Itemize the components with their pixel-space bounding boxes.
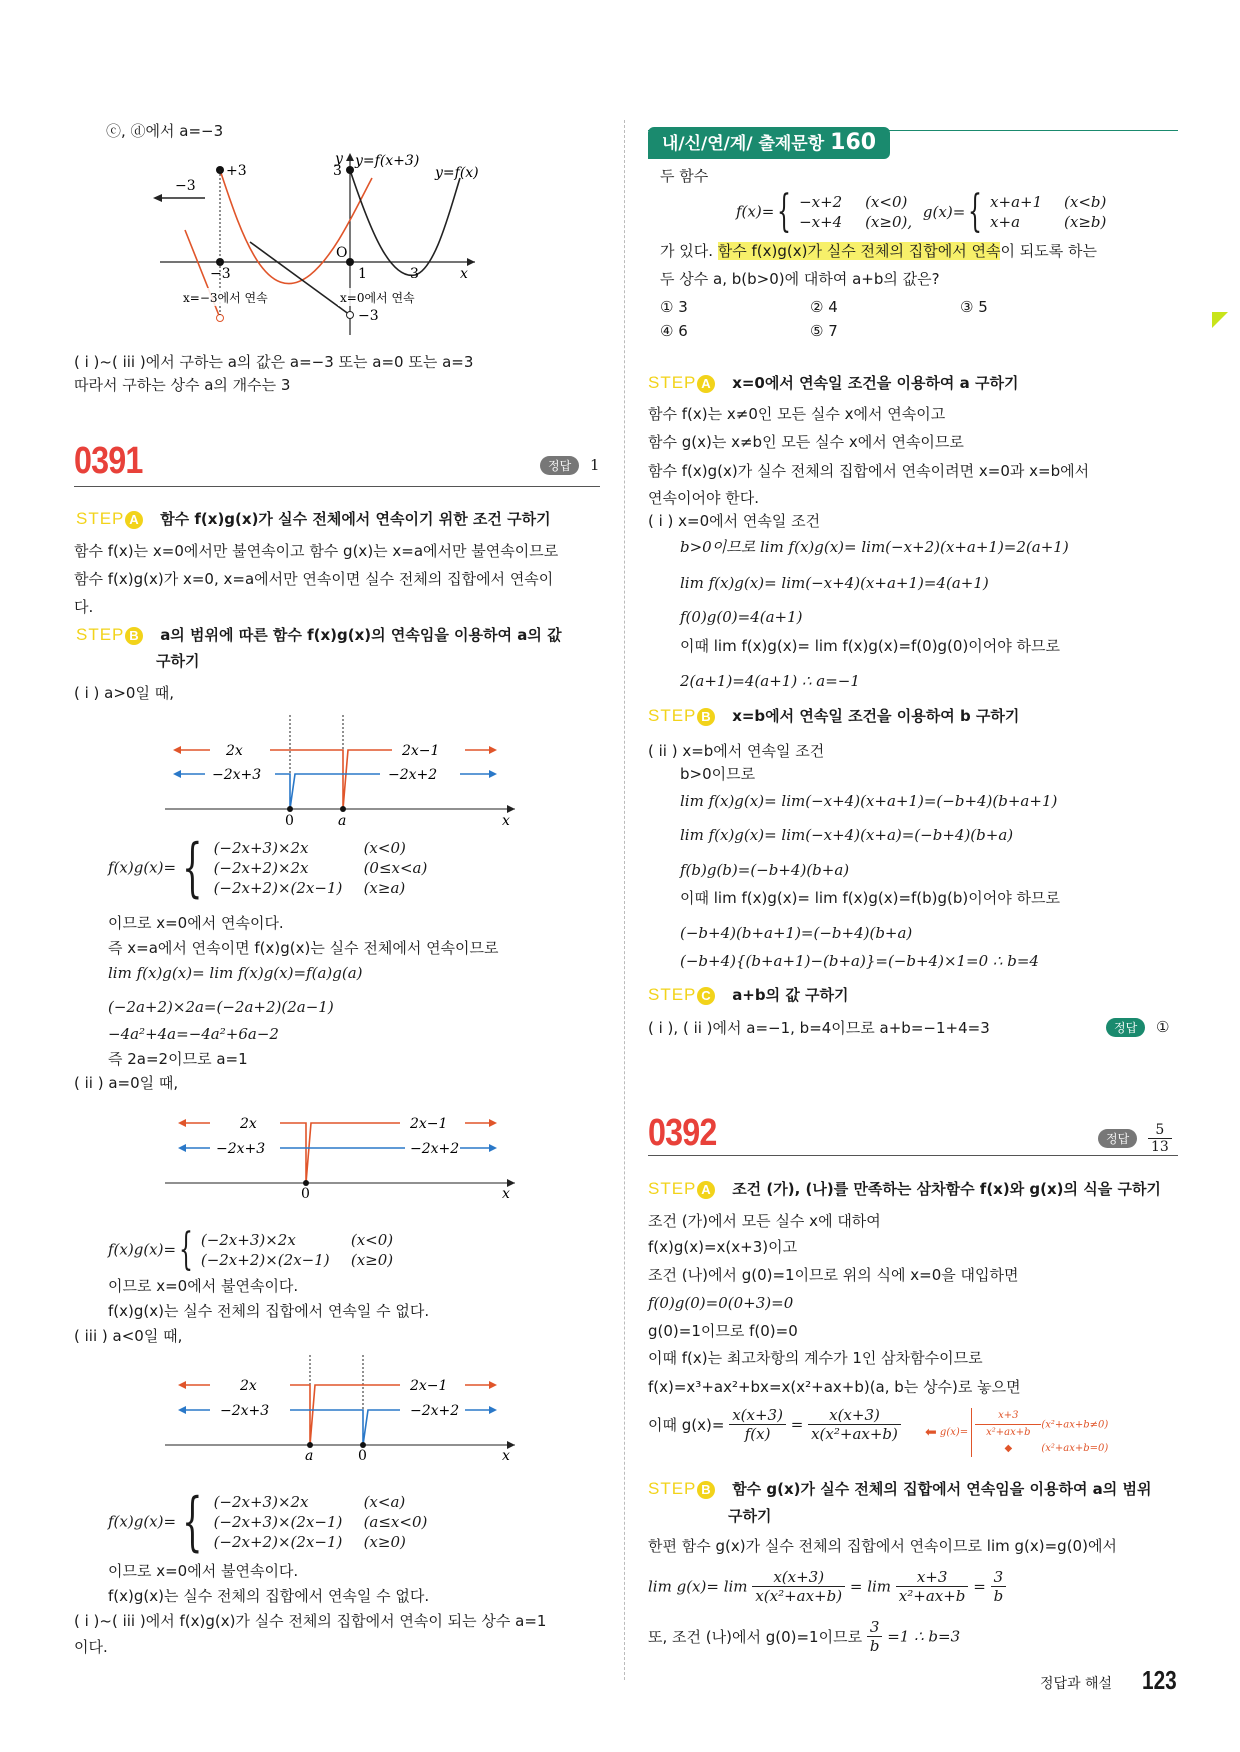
text-line: ( i ), ( ii )에서 a=−1, b=4이므로 a+b=−1+4=3 [648,1019,990,1037]
svg-text:O: O [336,245,348,261]
svg-text:2x−1: 2x−1 [402,743,440,759]
math-line: 이때 lim f(x)g(x)= lim f(x)g(x)=f(0)g(0)이어야 하므로 [680,637,1061,655]
math-line: (−b+4){(b+a+1)−(b+a)}=(−b+4)×1=0 ∴ b=4 [680,952,1039,970]
text-line: 이므로 x=0에서 불연속이다. [108,1277,299,1295]
text-line: 함수 g(x)는 x≠b인 모든 실수 x에서 연속이므로 [648,433,964,451]
step-a-heading: STEP A 조건 (가), (나)를 만족하는 삼차함수 f(x)와 g(x)의 식을 구하기 [648,1179,1161,1198]
text-line: 즉 2a=2이므로 a=1 [108,1050,248,1068]
step-a-heading: STEP A 함수 f(x)g(x)가 실수 전체에서 연속이기 위한 조건 구하기 [76,509,551,528]
text-line: 함수 f(x)g(x)가 실수 전체의 집합에서 연속이려면 x=0과 x=b에서 [648,462,1090,480]
step-b-title-cont: 구하기 [156,652,200,670]
step-b-heading: STEP B x=b에서 연속일 조건을 이용하여 b 구하기 [648,706,1020,725]
footer-label: 정답과 해설 [1040,1676,1113,1692]
svg-text:0: 0 [358,1448,367,1460]
svg-text:x=−3에서 연속: x=−3에서 연속 [183,291,268,305]
svg-text:a: a [305,1448,314,1460]
step-b-heading: STEP B 함수 g(x)가 실수 전체의 집합에서 연속임을 이용하여 a의 범위 [648,1479,1152,1498]
limit-equation: lim g(x)= lim $\frac{x(x+3)}{\text{x(x²+ax+b)}}$ = lim $\frac{x+3}{\text{x²+ax+b}}$ = $\frac{3}{b}$ [648,1568,1006,1605]
case-heading: ( i ) a>0일 때, [74,684,174,702]
answer-160: 정답 ① [1106,1018,1169,1037]
step-c-heading: STEP C a+b의 값 구하기 [648,985,849,1004]
problem-number-0392: 0392 [648,1112,717,1154]
text-line: 이므로 x=0에서 연속이다. [108,914,284,932]
step-label: STEP A [76,509,143,528]
choice-2: ② 4 [810,298,838,316]
math-line: f(b)g(b)=(−b+4)(b+a) [680,861,850,879]
text-line: g(0)=1이므로 f(0)=0 [648,1322,798,1340]
svg-text:−2x+2: −2x+2 [388,767,438,783]
conclusion-line: 이다. [74,1638,108,1656]
math-line: −4a²+4a=−4a²+6a−2 [108,1025,279,1043]
svg-text:2x−1: 2x−1 [410,1378,448,1394]
piecewise-case3: f(x)g(x)={ (−2x+3)×2x (x<a) (−2x+3)×(2x−1) (a≤x<0) (−2x+2)×(2x−1) (x≥0) [108,1485,428,1559]
choice-3: ③ 5 [960,298,988,316]
math-line: lim f(x)g(x)= lim(−x+4)(x+a+1)=(−b+4)(b+a+1) [680,792,1058,810]
step-b-heading: STEP B a의 범위에 따른 함수 f(x)g(x)의 연속임을 이용하여 a의 값 [76,625,562,644]
text-line: f(x)g(x)는 실수 전체의 집합에서 연속일 수 없다. [108,1302,430,1320]
math-line: lim f(x)g(x)= lim(−x+4)(x+a)=(−b+4)(b+a) [680,826,1014,844]
gx-expression: 이때 g(x)= $\frac{x(x+3)}{f(x)}$ = $\frac{x(x+3)}{\text{x(x²+ax+b)}}$ [648,1406,901,1443]
math-line: 2(a+1)=4(a+1) ∴ a=−1 [680,672,860,690]
text-line: 조건 (가)에서 모든 실수 x에 대하여 [648,1212,881,1230]
intro-line: ⓒ, ⓓ에서 a=−3 [106,122,224,140]
text-line: 한편 함수 g(x)가 실수 전체의 집합에서 연속이므로 lim g(x)=g(0)에서 [648,1537,1117,1555]
side-note-gx: ⬅ g(x)= $\frac{x+3}{\text{x²+ax+b}}$ (x²+ax+b≠0) ◆ (x²+ax+b=0) [925,1408,1108,1457]
svg-text:−2x+3: −2x+3 [216,1141,266,1157]
problem-intro: 두 함수 [660,167,709,185]
sign-diagram-case2 [160,1098,520,1198]
naesin-header: 내/신/연/계/ 출제문항 160 [648,127,890,159]
choice-5: ⑤ 7 [810,322,838,340]
svg-text:x: x [502,1448,510,1460]
case-heading: ( iii ) a<0일 때, [74,1327,183,1345]
svg-text:+3: +3 [226,163,247,179]
divider [74,486,600,487]
sign-diagram-case3 [160,1350,520,1460]
math-line: (−b+4)(b+a+1)=(−b+4)(b+a) [680,924,913,942]
svg-text:3: 3 [333,163,342,179]
page-tab-marker [1212,312,1228,328]
conclusion-line: ( i )~( iii )에서 f(x)g(x)가 실수 전체의 집합에서 연속이 되는 상수 a=1 [74,1612,547,1630]
svg-text:−2x+2: −2x+2 [410,1141,460,1157]
svg-text:−3: −3 [210,266,231,282]
sign-diagram-case1 [160,705,520,825]
svg-text:2x: 2x [240,1116,257,1132]
svg-text:x: x [460,266,468,282]
svg-text:−3: −3 [358,308,379,324]
math-line: lim f(x)g(x)= lim(−x+4)(x+a+1)=4(a+1) [680,574,989,592]
svg-text:2x: 2x [226,743,243,759]
text-line: 이때 f(x)는 최고차항의 계수가 1인 삼차함수이므로 [648,1349,983,1367]
svg-text:x: x [502,1186,510,1198]
text-line: 조건 (나)에서 g(0)=1이므로 위의 식에 x=0을 대입하면 [648,1266,1019,1284]
answer-badge: 정답 [540,456,579,475]
svg-text:x=0에서 연속: x=0에서 연속 [340,291,415,305]
step-a-heading: STEP A x=0에서 연속일 조건을 이용하여 a 구하기 [648,373,1019,392]
piecewise-case1: f(x)g(x)={ (−2x+3)×2x (x<0) (−2x+2)×2x (0≤x<a) (−2x+2)×(2x−1) (x≥a) [108,831,428,905]
svg-text:1: 1 [358,266,367,282]
svg-text:a: a [338,813,347,825]
math-line: f(0)g(0)=4(a+1) [680,608,803,626]
problem-number-0391: 0391 [74,440,143,482]
column-divider [624,120,625,1680]
text-line: ( i ) x=0에서 연속일 조건 [648,512,821,530]
arrow-left-icon: ⬅ [925,1424,937,1441]
answer-0391 [540,456,600,475]
text-line: 함수 f(x)는 x≠0인 모든 실수 x에서 연속이고 [648,405,946,423]
text-line: 함수 f(x)는 x=0에서만 불연속이고 함수 g(x)는 x=a에서만 불연속이므로 [74,542,559,560]
math-line: b>0이므로 lim f(x)g(x)= lim(−x+2)(x+a+1)=2(a+1) [680,538,1069,556]
highlight: 함수 f(x)g(x)가 실수 전체의 집합에서 연속 [717,242,1001,260]
problem-question-2: 두 상수 a, b(b>0)에 대하여 a+b의 값은? [660,270,940,288]
problem-functions: f(x)={ −x+2 (x<0) −x+4 (x≥0), g(x)={ x+a+1 (x<b) x+a (x≥b) [736,186,1107,237]
svg-text:0: 0 [301,1186,310,1198]
step-b-title-cont: 구하기 [728,1507,772,1525]
text-line: f(x)=x³+ax²+bx=x(x²+ax+b)(a, b는 상수)로 놓으면 [648,1378,1021,1396]
summary-line-2: 따라서 구하는 상수 a의 개수는 3 [74,376,291,394]
step-label: STEP B [76,625,143,644]
svg-text:−2x+3: −2x+3 [220,1403,270,1419]
math-line: 이때 lim f(x)g(x)= lim f(x)g(x)=f(b)g(b)이어야 하므로 [680,889,1060,907]
case-heading: ( ii ) a=0일 때, [74,1074,179,1092]
svg-text:3: 3 [410,266,419,282]
svg-text:−2x+3: −2x+3 [212,767,262,783]
text-line: 즉 x=a에서 연속이면 f(x)g(x)는 실수 전체에서 연속이므로 [108,939,499,957]
text-line: b>0이므로 [680,765,756,783]
text-line: 연속이어야 한다. [648,489,759,507]
answer-value: 1 [589,456,600,474]
choice-1: ① 3 [660,298,688,316]
math-line: lim f(x)g(x)= lim f(x)g(x)=f(a)g(a) [108,964,363,982]
svg-text:x: x [502,813,510,825]
answer-0392: 정답 $\frac{5}{13}$ [1098,1122,1172,1155]
text-line: ( ii ) x=b에서 연속일 조건 [648,742,825,760]
graph-shift-diagram [150,150,490,335]
svg-text:2x: 2x [240,1378,257,1394]
svg-text:0: 0 [285,813,294,825]
math-line: (−2a+2)×2a=(−2a+2)(2a−1) [108,998,334,1016]
text-line: f(x)g(x)=x(x+3)이고 [648,1238,798,1256]
page-number: 123 [1142,1665,1177,1695]
svg-text:y=f(x+3): y=f(x+3) [355,153,420,169]
piecewise-case2: f(x)g(x)={ (−2x+3)×2x (x<0) (−2x+2)×(2x−1) (x≥0) [108,1224,394,1275]
text-line: 함수 f(x)g(x)가 x=0, x=a에서만 연속이면 실수 전체의 집합에서 연속이 [74,570,554,588]
math-line: f(0)g(0)=0(0+3)=0 [648,1294,794,1312]
svg-text:y: y [335,151,343,167]
svg-text:2x−1: 2x−1 [410,1116,448,1132]
problem-question: 가 있다. 함수 f(x)g(x)가 실수 전체의 집합에서 연속이 되도록 하는 [660,242,1097,260]
svg-text:−3: −3 [175,178,196,194]
svg-text:y=f(x): y=f(x) [435,165,479,181]
text-line: 다. [74,598,94,616]
summary-line-1: ( i )~( iii )에서 구하는 a의 값은 a=−3 또는 a=0 또는 a=3 [74,353,474,371]
divider [648,1155,1178,1156]
choice-4: ④ 6 [660,322,688,340]
text-line: 이므로 x=0에서 불연속이다. [108,1562,299,1580]
text-line: f(x)g(x)는 실수 전체의 집합에서 연속일 수 없다. [108,1587,430,1605]
b-conclusion: 또, 조건 (나)에서 g(0)=1이므로 $\frac{3}{b}$ =1 ∴ b=3 [648,1618,961,1655]
svg-text:−2x+2: −2x+2 [410,1403,460,1419]
